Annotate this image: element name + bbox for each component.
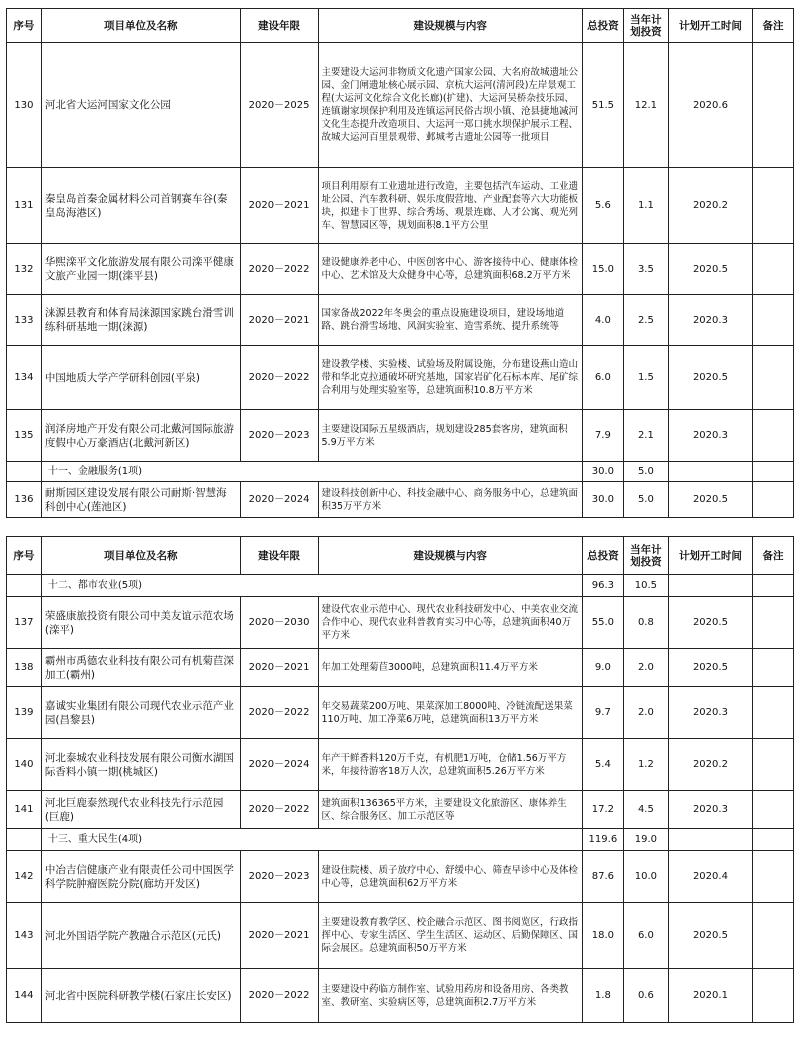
table-row <box>7 903 794 969</box>
cell-no: 135 <box>7 410 42 462</box>
cell-note <box>752 903 793 969</box>
cell-plan: 10.0 <box>623 851 668 903</box>
cell-invest: 1.8 <box>582 969 623 1023</box>
cell-note <box>752 295 793 346</box>
cell-invest: 7.9 <box>582 410 623 462</box>
cell-plan: 1.5 <box>623 346 668 410</box>
cell-unit: 荣盛康旅投资有限公司中美友谊示范农场(滦平) <box>41 597 240 649</box>
cell-plan: 5.0 <box>623 482 668 518</box>
cell-note <box>752 739 793 791</box>
table-header-row <box>7 537 794 575</box>
cell-years: 2020－2022 <box>240 346 318 410</box>
header-plan: 当年计划投资 <box>623 9 668 43</box>
cell-unit: 河北省中医院科研教学楼(石家庄长安区) <box>41 969 240 1023</box>
header-note: 备注 <box>752 537 793 575</box>
cell-invest: 96.3 <box>582 575 623 597</box>
cell-scope: 主要建设大运河非物质文化遗产国家公园、大名府故城遗址公园、金门闸遗址核心展示园、京杭大运河(清河段)左岸景观工程(大运河文化综合文化长廊)(扩建)、大运河吴桥杂技乐园、连镇谢家坝保护利用及连镇运河民俗古坝小镇、沧县捷地减河文化生态提升改造项目、大运河一郑口挑水坝保护展示工程、故城大运河百里景观带、邺城考古遗址公园等一批项目 <box>318 43 582 168</box>
cell-note <box>752 791 793 829</box>
cell-scope: 年产干鲜香料120万千克，有机肥1万吨，仓储1.56万平方米，年接待游客18万人次，总建筑面积5.26万平方米 <box>318 739 582 791</box>
section-title: 十一、金融服务(1项) <box>41 462 582 482</box>
cell-unit: 霸州市禹德农业科技有限公司有机菊苣深加工(霸州) <box>41 649 240 687</box>
cell-note <box>752 244 793 295</box>
cell-unit: 润泽房地产开发有限公司北戴河国际旅游度假中心万豪酒店(北戴河新区) <box>41 410 240 462</box>
cell-invest: 18.0 <box>582 903 623 969</box>
cell-no: 137 <box>7 597 42 649</box>
table-row <box>7 791 794 829</box>
cell-plan: 2.0 <box>623 649 668 687</box>
cell-years: 2020－2021 <box>240 903 318 969</box>
cell-scope: 建设代农业示范中心、现代农业科技研发中心、中美农业交流合作中心、现代农业科普教育实习中心等，总建筑面积40万平方米 <box>318 597 582 649</box>
cell-invest: 5.4 <box>582 739 623 791</box>
cell-no: 138 <box>7 649 42 687</box>
cell-scope: 建筑面积136365平方米，主要建设文化旅游区、康体养生区、综合服务区、加工示范区等 <box>318 791 582 829</box>
section-title: 十三、重大民生(4项) <box>41 829 582 851</box>
header-start: 计划开工时间 <box>668 537 752 575</box>
table-header-row <box>7 9 794 43</box>
cell-note <box>752 482 793 518</box>
cell-start: 2020.6 <box>668 43 752 168</box>
cell-scope: 主要建设国际五星级酒店，规划建设285套客房，建筑面积5.9万平方米 <box>318 410 582 462</box>
cell-unit: 耐斯园区建设发展有限公司耐斯·智慧海科创中心(莲池区) <box>41 482 240 518</box>
cell-unit: 秦皇岛首秦金属材料公司首钢赛车谷(秦皇岛海港区) <box>41 168 240 244</box>
cell-plan: 0.8 <box>623 597 668 649</box>
cell-unit: 河北省大运河国家文化公园 <box>41 43 240 168</box>
cell-years: 2020－2022 <box>240 969 318 1023</box>
cell-scope: 建设教学楼、实验楼、试验场及附属设施，分布建设燕山造山带和华北克拉通破坏研究基地，国家岩矿化石标本库、尾矿综合利用与处理实验室等，总建筑面积10.8万平方米 <box>318 346 582 410</box>
header-no: 序号 <box>7 9 42 43</box>
header-start: 计划开工时间 <box>668 9 752 43</box>
cell-unit: 河北外国语学院产教融合示范区(元氏) <box>41 903 240 969</box>
cell-start: 2020.1 <box>668 969 752 1023</box>
header-invest: 总投资 <box>582 9 623 43</box>
cell-no: 134 <box>7 346 42 410</box>
cell-plan: 3.5 <box>623 244 668 295</box>
header-plan: 当年计划投资 <box>623 537 668 575</box>
cell-plan: 4.5 <box>623 791 668 829</box>
cell-no: 139 <box>7 687 42 739</box>
cell-start: 2020.3 <box>668 295 752 346</box>
cell-plan: 1.2 <box>623 739 668 791</box>
cell-start: 2020.5 <box>668 346 752 410</box>
table-row <box>7 295 794 346</box>
cell-no <box>7 575 42 597</box>
cell-plan: 0.6 <box>623 969 668 1023</box>
cell-no: 140 <box>7 739 42 791</box>
cell-invest: 17.2 <box>582 791 623 829</box>
cell-note <box>752 851 793 903</box>
header-unit: 项目单位及名称 <box>41 537 240 575</box>
cell-years: 2020－2022 <box>240 687 318 739</box>
cell-years: 2020－2022 <box>240 244 318 295</box>
cell-invest: 87.6 <box>582 851 623 903</box>
cell-unit: 河北巨鹿泰然现代农业科技先行示范园(巨鹿) <box>41 791 240 829</box>
cell-start: 2020.5 <box>668 597 752 649</box>
cell-years: 2020－2021 <box>240 649 318 687</box>
cell-no: 131 <box>7 168 42 244</box>
table-row <box>7 482 794 518</box>
cell-plan: 2.0 <box>623 687 668 739</box>
cell-note <box>752 687 793 739</box>
table-row <box>7 687 794 739</box>
cell-years: 2020－2024 <box>240 482 318 518</box>
cell-scope: 项目利用原有工业遗址进行改造，主要包括汽车运动、工业遗址公园、汽车教科研、娱乐度假营地、产业配套等六大功能板块，拟建卡丁世界、综合秀场、观景连廊、人才公寓、观光列车、智慧园区等，规划面积8.1平方公里 <box>318 168 582 244</box>
cell-unit: 河北泰城农业科技发展有限公司衡水湖国际香料小镇一期(桃城区) <box>41 739 240 791</box>
cell-invest: 5.6 <box>582 168 623 244</box>
cell-no <box>7 829 42 851</box>
cell-start: 2020.5 <box>668 903 752 969</box>
cell-years: 2020－2022 <box>240 791 318 829</box>
cell-years: 2020－2023 <box>240 851 318 903</box>
cell-note <box>752 410 793 462</box>
cell-scope: 年加工处理菊苣3000吨，总建筑面积11.4万平方米 <box>318 649 582 687</box>
cell-years: 2020－2021 <box>240 168 318 244</box>
table-row <box>7 43 794 168</box>
cell-scope: 主要建设教育教学区、校企融合示范区、图书阅览区，行政指挥中心、专家生活区、学生生活区、运动区、后勤保障区、国际会展区。总建筑面积50万平方米 <box>318 903 582 969</box>
cell-years: 2020－2030 <box>240 597 318 649</box>
cell-start: 2020.2 <box>668 739 752 791</box>
cell-no: 142 <box>7 851 42 903</box>
section-row <box>7 829 794 851</box>
table-row <box>7 597 794 649</box>
cell-no: 130 <box>7 43 42 168</box>
cell-unit: 中冶吉信健康产业有限责任公司中国医学科学院肿瘤医院分院(廊坊开发区) <box>41 851 240 903</box>
table-row <box>7 851 794 903</box>
cell-scope: 建设科技创新中心、科技金融中心、商务服务中心，总建筑面积35万平方米 <box>318 482 582 518</box>
header-no: 序号 <box>7 537 42 575</box>
cell-note <box>752 168 793 244</box>
cell-years: 2020－2025 <box>240 43 318 168</box>
cell-plan: 6.0 <box>623 903 668 969</box>
cell-start <box>668 462 752 482</box>
cell-start: 2020.3 <box>668 791 752 829</box>
cell-invest: 30.0 <box>582 462 623 482</box>
cell-no: 136 <box>7 482 42 518</box>
cell-invest: 15.0 <box>582 244 623 295</box>
section-title: 十二、都市农业(5项) <box>41 575 582 597</box>
cell-unit: 嘉诚实业集团有限公司现代农业示范产业园(昌黎县) <box>41 687 240 739</box>
cell-invest: 55.0 <box>582 597 623 649</box>
cell-plan: 1.1 <box>623 168 668 244</box>
cell-invest: 9.7 <box>582 687 623 739</box>
cell-start: 2020.3 <box>668 410 752 462</box>
header-scope: 建设规模与内容 <box>318 9 582 43</box>
cell-plan: 12.1 <box>623 43 668 168</box>
cell-start <box>668 829 752 851</box>
cell-scope: 建设住院楼、质子放疗中心、舒缓中心、筛查早诊中心及体检中心等，总建筑面积62万平方米 <box>318 851 582 903</box>
cell-no: 144 <box>7 969 42 1023</box>
cell-unit: 华熙滦平文化旅游发展有限公司滦平健康文旅产业园一期(滦平县) <box>41 244 240 295</box>
cell-scope: 年交易蔬菜200万吨、果菜深加工8000吨、冷链流配送果菜110万吨、加工净菜6万吨，总建筑面积13万平方米 <box>318 687 582 739</box>
cell-start: 2020.5 <box>668 482 752 518</box>
cell-years: 2020－2023 <box>240 410 318 462</box>
cell-unit: 中国地质大学产学研科创园(平泉) <box>41 346 240 410</box>
cell-no: 133 <box>7 295 42 346</box>
cell-years: 2020－2024 <box>240 739 318 791</box>
cell-scope: 主要建设中药临方制作室、试验用药房和设备用房、各类教室、教研室、实验病区等，总建筑面积2.7万平方米 <box>318 969 582 1023</box>
cell-note <box>752 575 793 597</box>
cell-unit: 涞源县教育和体育局涞源国家跳台滑雪训练科研基地一期(涞源) <box>41 295 240 346</box>
table-row <box>7 244 794 295</box>
cell-invest: 30.0 <box>582 482 623 518</box>
cell-plan: 5.0 <box>623 462 668 482</box>
cell-note <box>752 969 793 1023</box>
project-table-bottom <box>6 536 794 1023</box>
cell-start: 2020.4 <box>668 851 752 903</box>
cell-note <box>752 462 793 482</box>
cell-plan: 10.5 <box>623 575 668 597</box>
cell-scope: 国家备战2022年冬奥会的重点设施建设项目，建设场地道路、跳台滑雪场地、风洞实验室、造雪系统、提升系统等 <box>318 295 582 346</box>
cell-no: 141 <box>7 791 42 829</box>
cell-scope: 建设健康养老中心、中医创客中心、游客接待中心、健康体检中心、艺术馆及大众健身中心等，总建筑面积68.2万平方米 <box>318 244 582 295</box>
header-years: 建设年限 <box>240 537 318 575</box>
table-row <box>7 346 794 410</box>
table-row <box>7 649 794 687</box>
cell-note <box>752 829 793 851</box>
header-scope: 建设规模与内容 <box>318 537 582 575</box>
header-invest: 总投资 <box>582 537 623 575</box>
cell-years: 2020－2021 <box>240 295 318 346</box>
cell-plan: 19.0 <box>623 829 668 851</box>
cell-note <box>752 346 793 410</box>
table-row <box>7 739 794 791</box>
cell-invest: 4.0 <box>582 295 623 346</box>
cell-invest: 6.0 <box>582 346 623 410</box>
cell-plan: 2.5 <box>623 295 668 346</box>
cell-no <box>7 462 42 482</box>
cell-note <box>752 649 793 687</box>
cell-note <box>752 43 793 168</box>
cell-note <box>752 597 793 649</box>
section-row <box>7 462 794 482</box>
cell-start: 2020.3 <box>668 687 752 739</box>
cell-invest: 51.5 <box>582 43 623 168</box>
cell-no: 143 <box>7 903 42 969</box>
cell-plan: 2.1 <box>623 410 668 462</box>
table-row <box>7 168 794 244</box>
table-row <box>7 410 794 462</box>
section-row <box>7 575 794 597</box>
table-row <box>7 969 794 1023</box>
cell-start: 2020.5 <box>668 244 752 295</box>
project-table-top <box>6 8 794 518</box>
cell-start: 2020.5 <box>668 649 752 687</box>
cell-no: 132 <box>7 244 42 295</box>
cell-start <box>668 575 752 597</box>
header-years: 建设年限 <box>240 9 318 43</box>
header-note: 备注 <box>752 9 793 43</box>
header-unit: 项目单位及名称 <box>41 9 240 43</box>
cell-invest: 9.0 <box>582 649 623 687</box>
cell-invest: 119.6 <box>582 829 623 851</box>
cell-start: 2020.2 <box>668 168 752 244</box>
